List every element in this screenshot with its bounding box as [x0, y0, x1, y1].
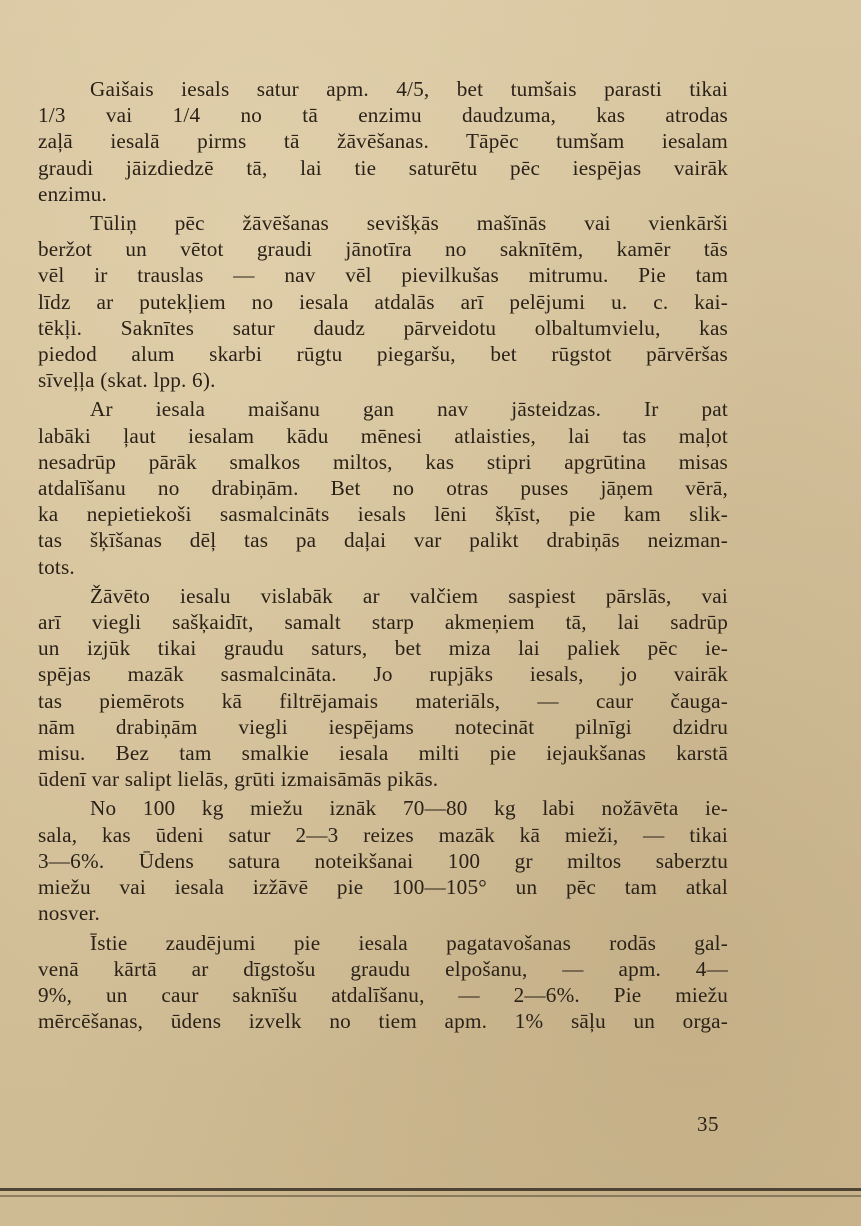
- page-number: 35: [697, 1112, 719, 1136]
- text-line: graudi jāizdiedzē tā, lai tie saturētu pēc iespējas vairāk: [38, 155, 728, 180]
- text-line: No 100 kg miežu iznāk 70—80 kg labi nožāvēta ie-: [90, 796, 728, 821]
- text-line: piedod alum skarbi rūgtu piegaršu, bet rūgstot pārvēršas: [38, 342, 728, 367]
- text-line: beržot un vētot graudi jānotīra no saknītēm, kamēr tās: [38, 237, 728, 262]
- bottom-rule: [0, 1188, 861, 1191]
- text-line: nosver.: [38, 901, 101, 926]
- text-line: miežu vai iesala izžāvē pie 100—105° un pēc tam atkal: [38, 875, 728, 900]
- text-line: vēl ir trauslas — nav vēl pievilkušas mitrumu. Pie tam: [38, 263, 728, 288]
- text-line: mērcēšanas, ūdens izvelk no tiem apm. 1% sāļu un orga-: [38, 1009, 728, 1034]
- text-line: un izjūk tikai graudu saturs, bet miza lai paliek pēc ie-: [38, 636, 728, 661]
- text-line: sīveļļa (skat. lpp. 6).: [38, 368, 216, 393]
- text-line: tas šķīšanas dēļ tas pa daļai var palikt drabiņās neizman-: [38, 528, 728, 553]
- text-line: līdz ar putekļiem no iesala atdalās arī pelējumi u. c. kai-: [38, 289, 728, 314]
- text-line: tots.: [38, 554, 75, 579]
- text-line: sala, kas ūdeni satur 2—3 reizes mazāk kā mieži, — tikai: [38, 822, 728, 847]
- text-line: 9%, un caur saknīšu atdalīšanu, — 2—6%. Pie miežu: [38, 982, 728, 1007]
- text-line: arī viegli sašķaidīt, samalt starp akmeņiem tā, lai sadrūp: [38, 610, 728, 635]
- text-line: spējas mazāk sasmalcināta. Jo rupjāks iesals, jo vairāk: [38, 662, 728, 687]
- text-line: tēkļi. Saknītes satur daudz pārveidotu olbaltumvielu, kas: [38, 315, 728, 340]
- text-line: enzimu.: [38, 181, 108, 206]
- text-line: ūdenī var salipt lielās, grūti izmaisāmās pikās.: [38, 767, 439, 792]
- text-line: Īstie zaudējumi pie iesala pagatavošanas rodās gal-: [90, 930, 728, 955]
- text-line: nām drabiņām viegli iespējams notecināt pilnīgi dzidru: [38, 714, 728, 739]
- text-line: labāki ļaut iesalam kādu mēnesi atlaisties, lai tas maļot: [38, 423, 728, 448]
- text-line: Tūliņ pēc žāvēšanas sevišķās mašīnās vai vienkārši: [90, 211, 728, 236]
- text-line: tas piemērots kā filtrējamais materiāls, — caur čauga-: [38, 688, 728, 713]
- paragraph-4: [38, 583, 728, 793]
- text-line: ka nepietiekoši sasmalcināts iesals lēni šķīst, pie kam slik-: [38, 502, 728, 527]
- bottom-rule-secondary: [0, 1195, 861, 1197]
- paragraph-5: [38, 795, 728, 926]
- text-line: Ar iesala maišanu gan nav jāsteidzas. Ir pat: [90, 397, 728, 422]
- text-line: atdalīšanu no drabiņām. Bet no otras puses jāņem vērā,: [38, 476, 728, 501]
- paragraph-2: [38, 210, 728, 393]
- text-line: zaļā iesalā pirms tā žāvēšanas. Tāpēc tumšam iesalam: [38, 129, 728, 154]
- text-line: venā kārtā ar dīgstošu graudu elpošanu, — apm. 4—: [38, 956, 728, 981]
- text-line: Žāvēto iesalu vislabāk ar valčiem saspiest pārslās, vai: [90, 583, 728, 608]
- text-line: nesadrūp pārāk smalkos miltos, kas stipri apgrūtina misas: [38, 449, 728, 474]
- text-line: 3—6%. Ūdens satura noteikšanai 100 gr miltos saberztu: [38, 848, 728, 873]
- text-line: Gaišais iesals satur apm. 4/5, bet tumšais parasti tikai: [90, 77, 728, 101]
- paragraph-3: [38, 396, 728, 579]
- text-line: misu. Bez tam smalkie iesala milti pie iejaukšanas karstā: [38, 741, 728, 766]
- body-text: [38, 76, 728, 1037]
- text-line: 1/3 vai 1/4 no tā enzimu daudzuma, kas atrodas: [38, 103, 728, 128]
- paragraph-1: [38, 76, 728, 207]
- paragraph-6: [38, 930, 728, 1035]
